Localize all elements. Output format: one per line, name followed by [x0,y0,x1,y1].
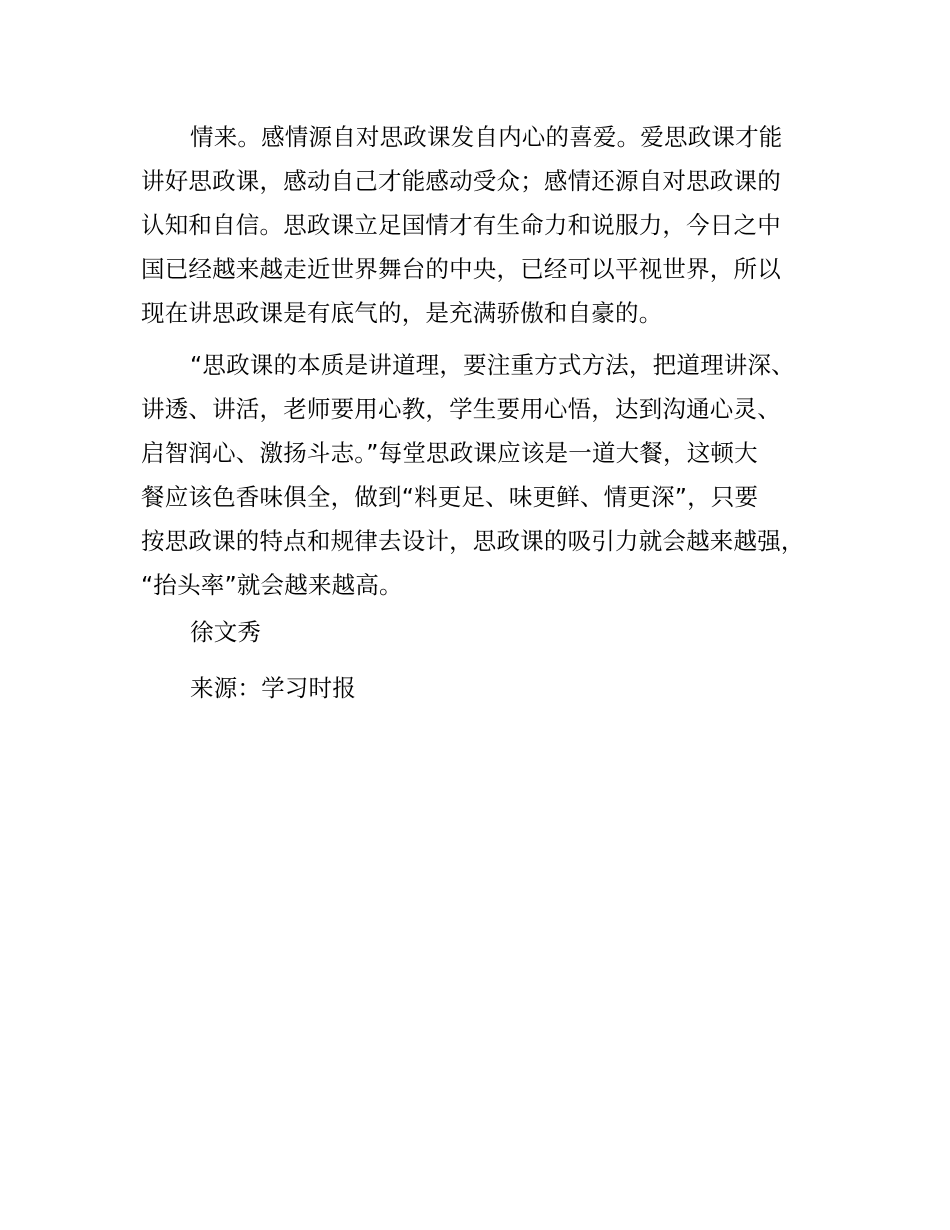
text-line: “思政课的本质是讲道理，要注重方式方法，把道理讲深、 [190,351,795,379]
text-line: 餐应该色香味俱全，做到“料更足、味更鲜、情更深”，只要 [141,483,759,511]
text-line: 国已经越来越走近世界舞台的中央，已经可以平视世界，所以 [141,255,781,283]
text-line: 情来。感情源自对思政课发自内心的喜爱。爱思政课才能 [190,123,783,151]
text-line: 讲透、讲活，老师要用心教，学生要用心悟，达到沟通心灵、 [141,395,781,423]
text-line: 现在讲思政课是有底气的，是充满骄傲和自豪的。 [141,299,663,327]
text-line: 认知和自信。思政课立足国情才有生命力和说服力，今日之中 [141,211,781,239]
text-line: 按思政课的特点和规律去设计，思政课的吸引力就会越来越强， [141,527,805,555]
author: 徐文秀 [190,618,262,646]
text-line: “抬头率”就会越来越高。 [141,571,403,599]
text-line: 讲好思政课，感动自己才能感动受众；感情还源自对思政课的 [141,167,781,195]
source: 来源：学习时报 [190,674,356,702]
text-line: 启智润心、激扬斗志。”每堂思政课应该是一道大餐，这顿大 [141,439,758,467]
